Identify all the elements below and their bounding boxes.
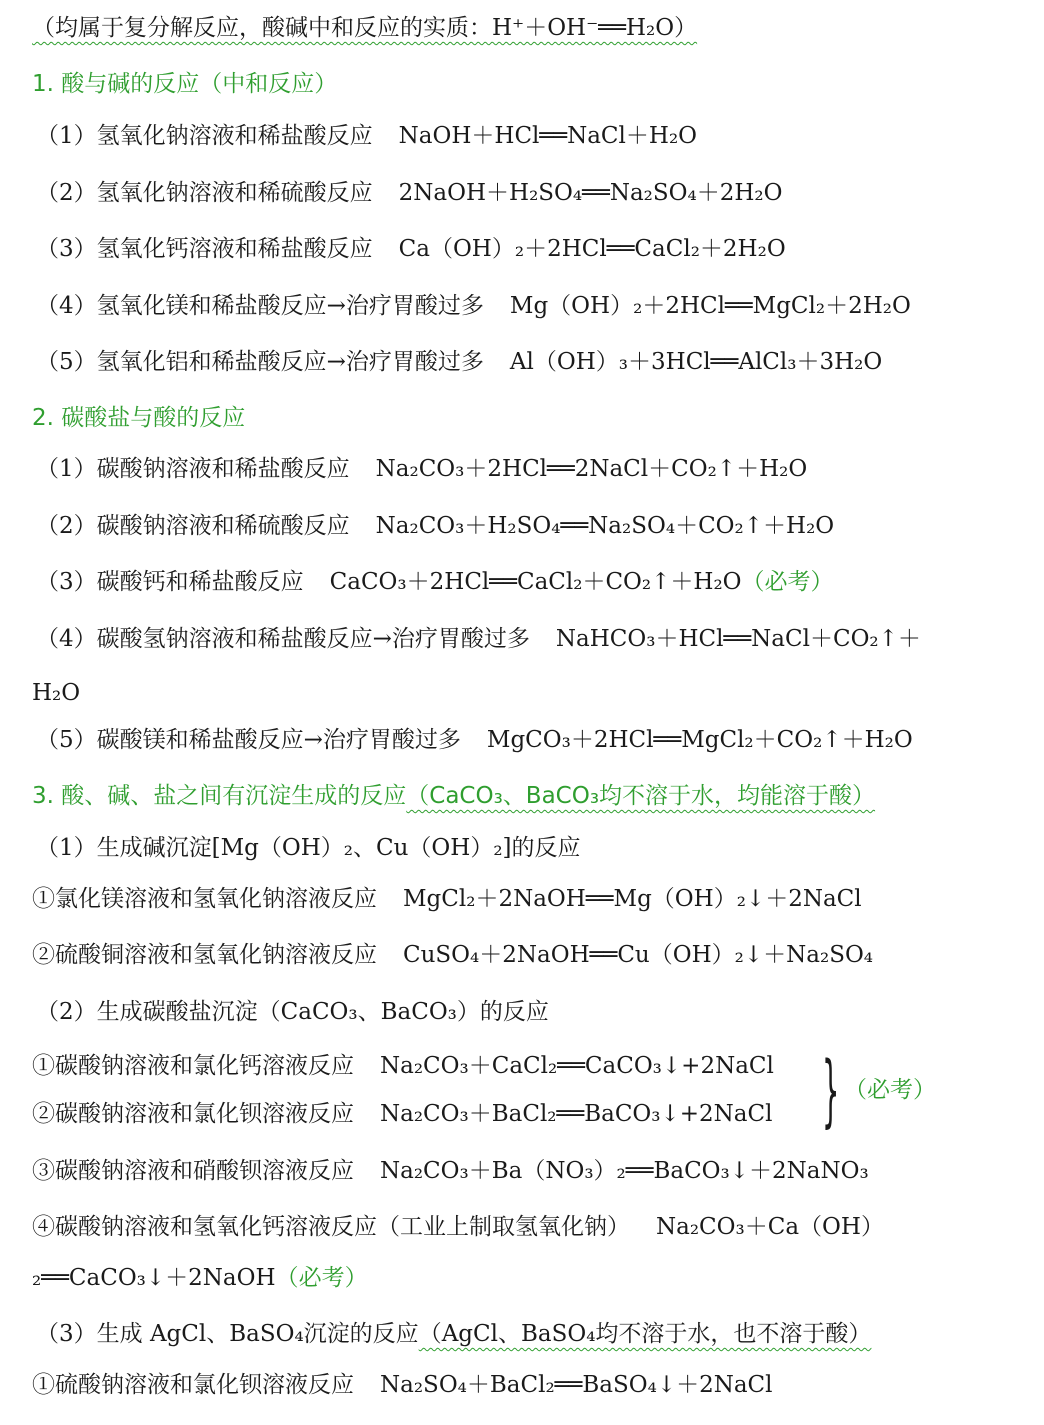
subsection-title: （1）生成碱沉淀[Mg（OH）₂、Cu（OH）₂]的反应 bbox=[36, 835, 581, 861]
subsection-note: （AgCl、BaSO₄均不溶于水，也不溶于酸） bbox=[418, 1321, 872, 1347]
subsection-title: （2）生成碳酸盐沉淀（CaCO₃、BaCO₃）的反应 bbox=[36, 999, 549, 1025]
list-item: （5）氢氧化铝和稀盐酸反应→治疗胃酸过多 Al（OH）₃＋3HCl══AlCl₃＋3H₂O bbox=[36, 349, 883, 375]
list-item: ①硫酸钠溶液和氯化钡溶液反应 Na₂SO₄＋BaCl₂══BaSO₄↓＋2NaCl bbox=[32, 1372, 773, 1398]
list-item: ①氯化镁溶液和氢氧化钠溶液反应 MgCl₂＋2NaOH══Mg（OH）₂↓＋2NaCl bbox=[32, 886, 862, 912]
list-item-continuation: ₂══CaCO₃↓＋2NaOH（必考） bbox=[32, 1265, 368, 1291]
list-item: （2）氢氧化钠溶液和稀硫酸反应 2NaOH＋H₂SO₄══Na₂SO₄＋2H₂O bbox=[36, 180, 783, 206]
section-3-title: 3. 酸、碱、盐之间有沉淀生成的反应（CaCO₃、BaCO₃均不溶于水，均能溶于酸） bbox=[32, 783, 876, 809]
list-item: ②硫酸铜溶液和氢氧化钠溶液反应 CuSO₄＋2NaOH══Cu（OH）₂↓＋Na₂SO₄ bbox=[32, 942, 874, 968]
intro-note: （均属于复分解反应，酸碱中和反应的实质：H⁺＋OH⁻══H₂O） bbox=[32, 15, 698, 41]
list-item: （1）氢氧化钠溶液和稀盐酸反应 NaOH＋HCl══NaCl＋H₂O bbox=[36, 123, 698, 149]
must-test-note: （必考） bbox=[741, 569, 834, 595]
list-item: ④碳酸钠溶液和氢氧化钙溶液反应（工业上制取氢氧化钠） Na₂CO₃＋Ca（OH） bbox=[32, 1214, 884, 1240]
list-item: （1）碳酸钠溶液和稀盐酸反应 Na₂CO₃＋2HCl══2NaCl＋CO₂↑＋H₂O bbox=[36, 456, 808, 482]
right-brace: } bbox=[822, 1046, 840, 1136]
section-3-note: （CaCO₃、BaCO₃均不溶于水，均能溶于酸） bbox=[406, 783, 876, 809]
list-item: ②碳酸钠溶液和氯化钡溶液反应 Na₂CO₃＋BaCl₂══BaCO₃↓+2NaCl bbox=[32, 1101, 773, 1127]
list-item: （5）碳酸镁和稀盐酸反应→治疗胃酸过多 MgCO₃＋2HCl══MgCl₂＋CO₂↑＋H₂O bbox=[36, 727, 913, 753]
subsection-title: （3）生成 AgCl、BaSO₄沉淀的反应（AgCl、BaSO₄均不溶于水，也不溶于酸） bbox=[36, 1321, 872, 1347]
list-item: ①碳酸钠溶液和氯化钙溶液反应 Na₂CO₃＋CaCl₂══CaCO₃↓+2NaCl bbox=[32, 1053, 774, 1079]
section-2-title: 2. 碳酸盐与酸的反应 bbox=[32, 405, 246, 431]
list-item: （3）氢氧化钙溶液和稀盐酸反应 Ca（OH）₂＋2HCl══CaCl₂＋2H₂O bbox=[36, 236, 786, 262]
must-test-note: （必考） bbox=[275, 1265, 368, 1291]
section-1-title: 1. 酸与碱的反应（中和反应） bbox=[32, 71, 338, 97]
list-item: （3）碳酸钙和稀盐酸反应 CaCO₃＋2HCl══CaCl₂＋CO₂↑＋H₂O（必考） bbox=[36, 569, 834, 595]
must-test-note: （必考） bbox=[844, 1077, 936, 1103]
list-item: （4）氢氧化镁和稀盐酸反应→治疗胃酸过多 Mg（OH）₂＋2HCl══MgCl₂＋2H₂O bbox=[36, 293, 911, 319]
list-item-continuation: H₂O bbox=[32, 680, 81, 706]
list-item: （4）碳酸氢钠溶液和稀盐酸反应→治疗胃酸过多 NaHCO₃＋HCl══NaCl＋CO₂↑＋ bbox=[36, 626, 921, 652]
list-item: ③碳酸钠溶液和硝酸钡溶液反应 Na₂CO₃＋Ba（NO₃）₂══BaCO₃↓＋2NaNO₃ bbox=[32, 1158, 869, 1184]
list-item: （2）碳酸钠溶液和稀硫酸反应 Na₂CO₃＋H₂SO₄══Na₂SO₄＋CO₂↑＋H₂O bbox=[36, 513, 835, 539]
